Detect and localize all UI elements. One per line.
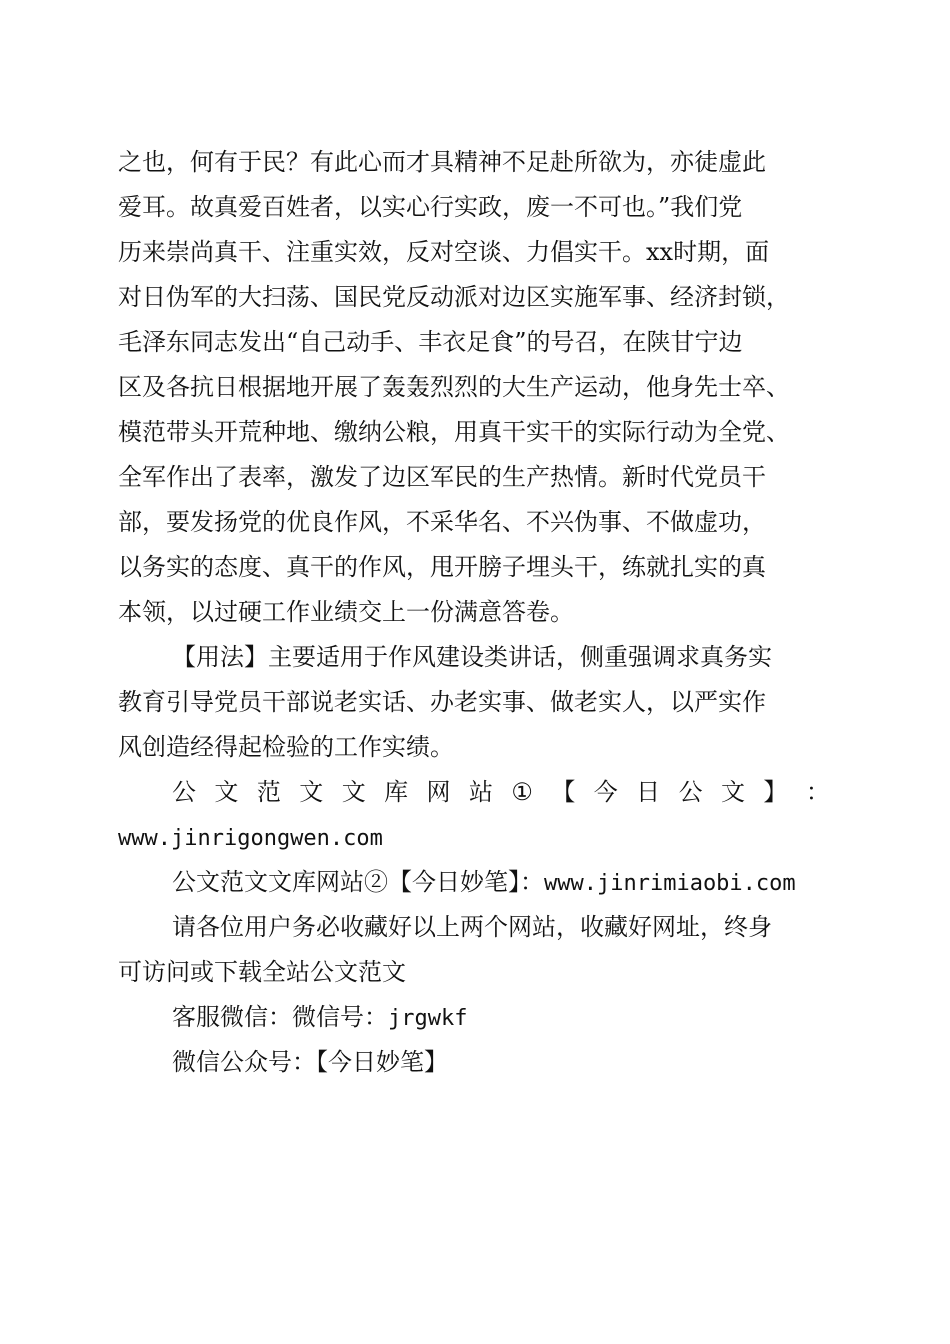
paragraph-line: 爱耳。故真爱百姓者，以实心行实政，废一不可也。”我们党	[118, 193, 743, 221]
paragraph-line: 对日伪军的大扫荡、国民党反动派对边区实施军事、经济封锁，	[118, 283, 790, 311]
paragraph-line: 之也，何有于民？有此心而才具精神不足赴所欲为，亦徒虚此	[118, 148, 766, 176]
site-one-char: 日	[636, 778, 661, 806]
paragraph-line: 全军作出了表率，激发了边区军民的生产热情。新时代党员干	[118, 463, 766, 491]
site-two-label: 公文范文文库网站②【今日妙笔】：	[172, 868, 544, 896]
site-one-char: ：	[805, 778, 830, 806]
paragraph-line: 区及各抗日根据地开展了轰轰烈烈的大生产运动，他身先士卒、	[118, 373, 790, 401]
site-two-url[interactable]: www.jinrimiaobi.com	[544, 871, 796, 896]
site-one-char: 文	[299, 778, 324, 806]
site-one-block	[118, 770, 838, 860]
usage-paragraph	[118, 635, 838, 770]
site-one-char: 文	[721, 778, 745, 806]
site-two-line	[118, 860, 838, 905]
site-one-char: 文	[214, 778, 239, 806]
public-account-line: 微信公众号：【今日妙笔】	[172, 1048, 448, 1076]
notice-paragraph	[118, 905, 838, 995]
paragraph-line: 部，要发扬党的优良作风，不采华名、不兴伪事、不做虚功，	[118, 508, 766, 536]
site-one-url-line	[118, 815, 838, 860]
usage-line: 【用法】主要适用于作风建设类讲话，侧重强调求真务实	[172, 643, 772, 671]
document-body	[118, 140, 838, 1085]
paragraph-line: 本领，以过硬工作业绩交上一份满意答卷。	[118, 598, 574, 626]
site-one-char: ①	[511, 778, 533, 806]
site-one-char: 站	[468, 778, 493, 806]
site-one-char: 范	[256, 778, 281, 806]
paragraph-line: 以务实的态度、真干的作风，甩开膀子埋头干，练就扎实的真	[118, 553, 766, 581]
site-one-char: 公	[172, 778, 196, 806]
site-one-url[interactable]: www.jinrigongwen.com	[118, 826, 383, 851]
paragraph-line: 毛泽东同志发出“自己动手、丰衣足食”的号召，在陕甘宁边	[118, 328, 743, 356]
site-one-char: 网	[426, 778, 451, 806]
notice-line: 请各位用户务必收藏好以上两个网站，收藏好网址，终身	[172, 913, 772, 941]
site-one-label	[118, 770, 838, 815]
service-wechat-id: jrgwkf	[388, 1006, 468, 1031]
site-one-char: 公	[678, 778, 703, 806]
usage-line: 教育引导党员干部说老实话、办老实事、做老实人，以严实作	[118, 688, 766, 716]
site-one-char: 】	[763, 778, 788, 806]
notice-line: 可访问或下载全站公文范文	[118, 958, 406, 986]
usage-line: 风创造经得起检验的工作实绩。	[118, 733, 454, 761]
site-one-char: 【	[551, 778, 576, 806]
site-one-char: 库	[384, 778, 409, 806]
paragraph-line: 历来崇尚真干、注重实效，反对空谈、力倡实干。xx时期，面	[118, 238, 770, 266]
site-one-char: 文	[341, 778, 366, 806]
service-wechat-line	[118, 995, 838, 1040]
paragraph-line: 模范带头开荒种地、缴纳公粮，用真干实干的实际行动为全党、	[118, 418, 790, 446]
service-wechat-label: 客服微信：微信号：	[172, 1003, 388, 1031]
body-paragraph	[118, 140, 838, 635]
site-one-char: 今	[593, 778, 618, 806]
